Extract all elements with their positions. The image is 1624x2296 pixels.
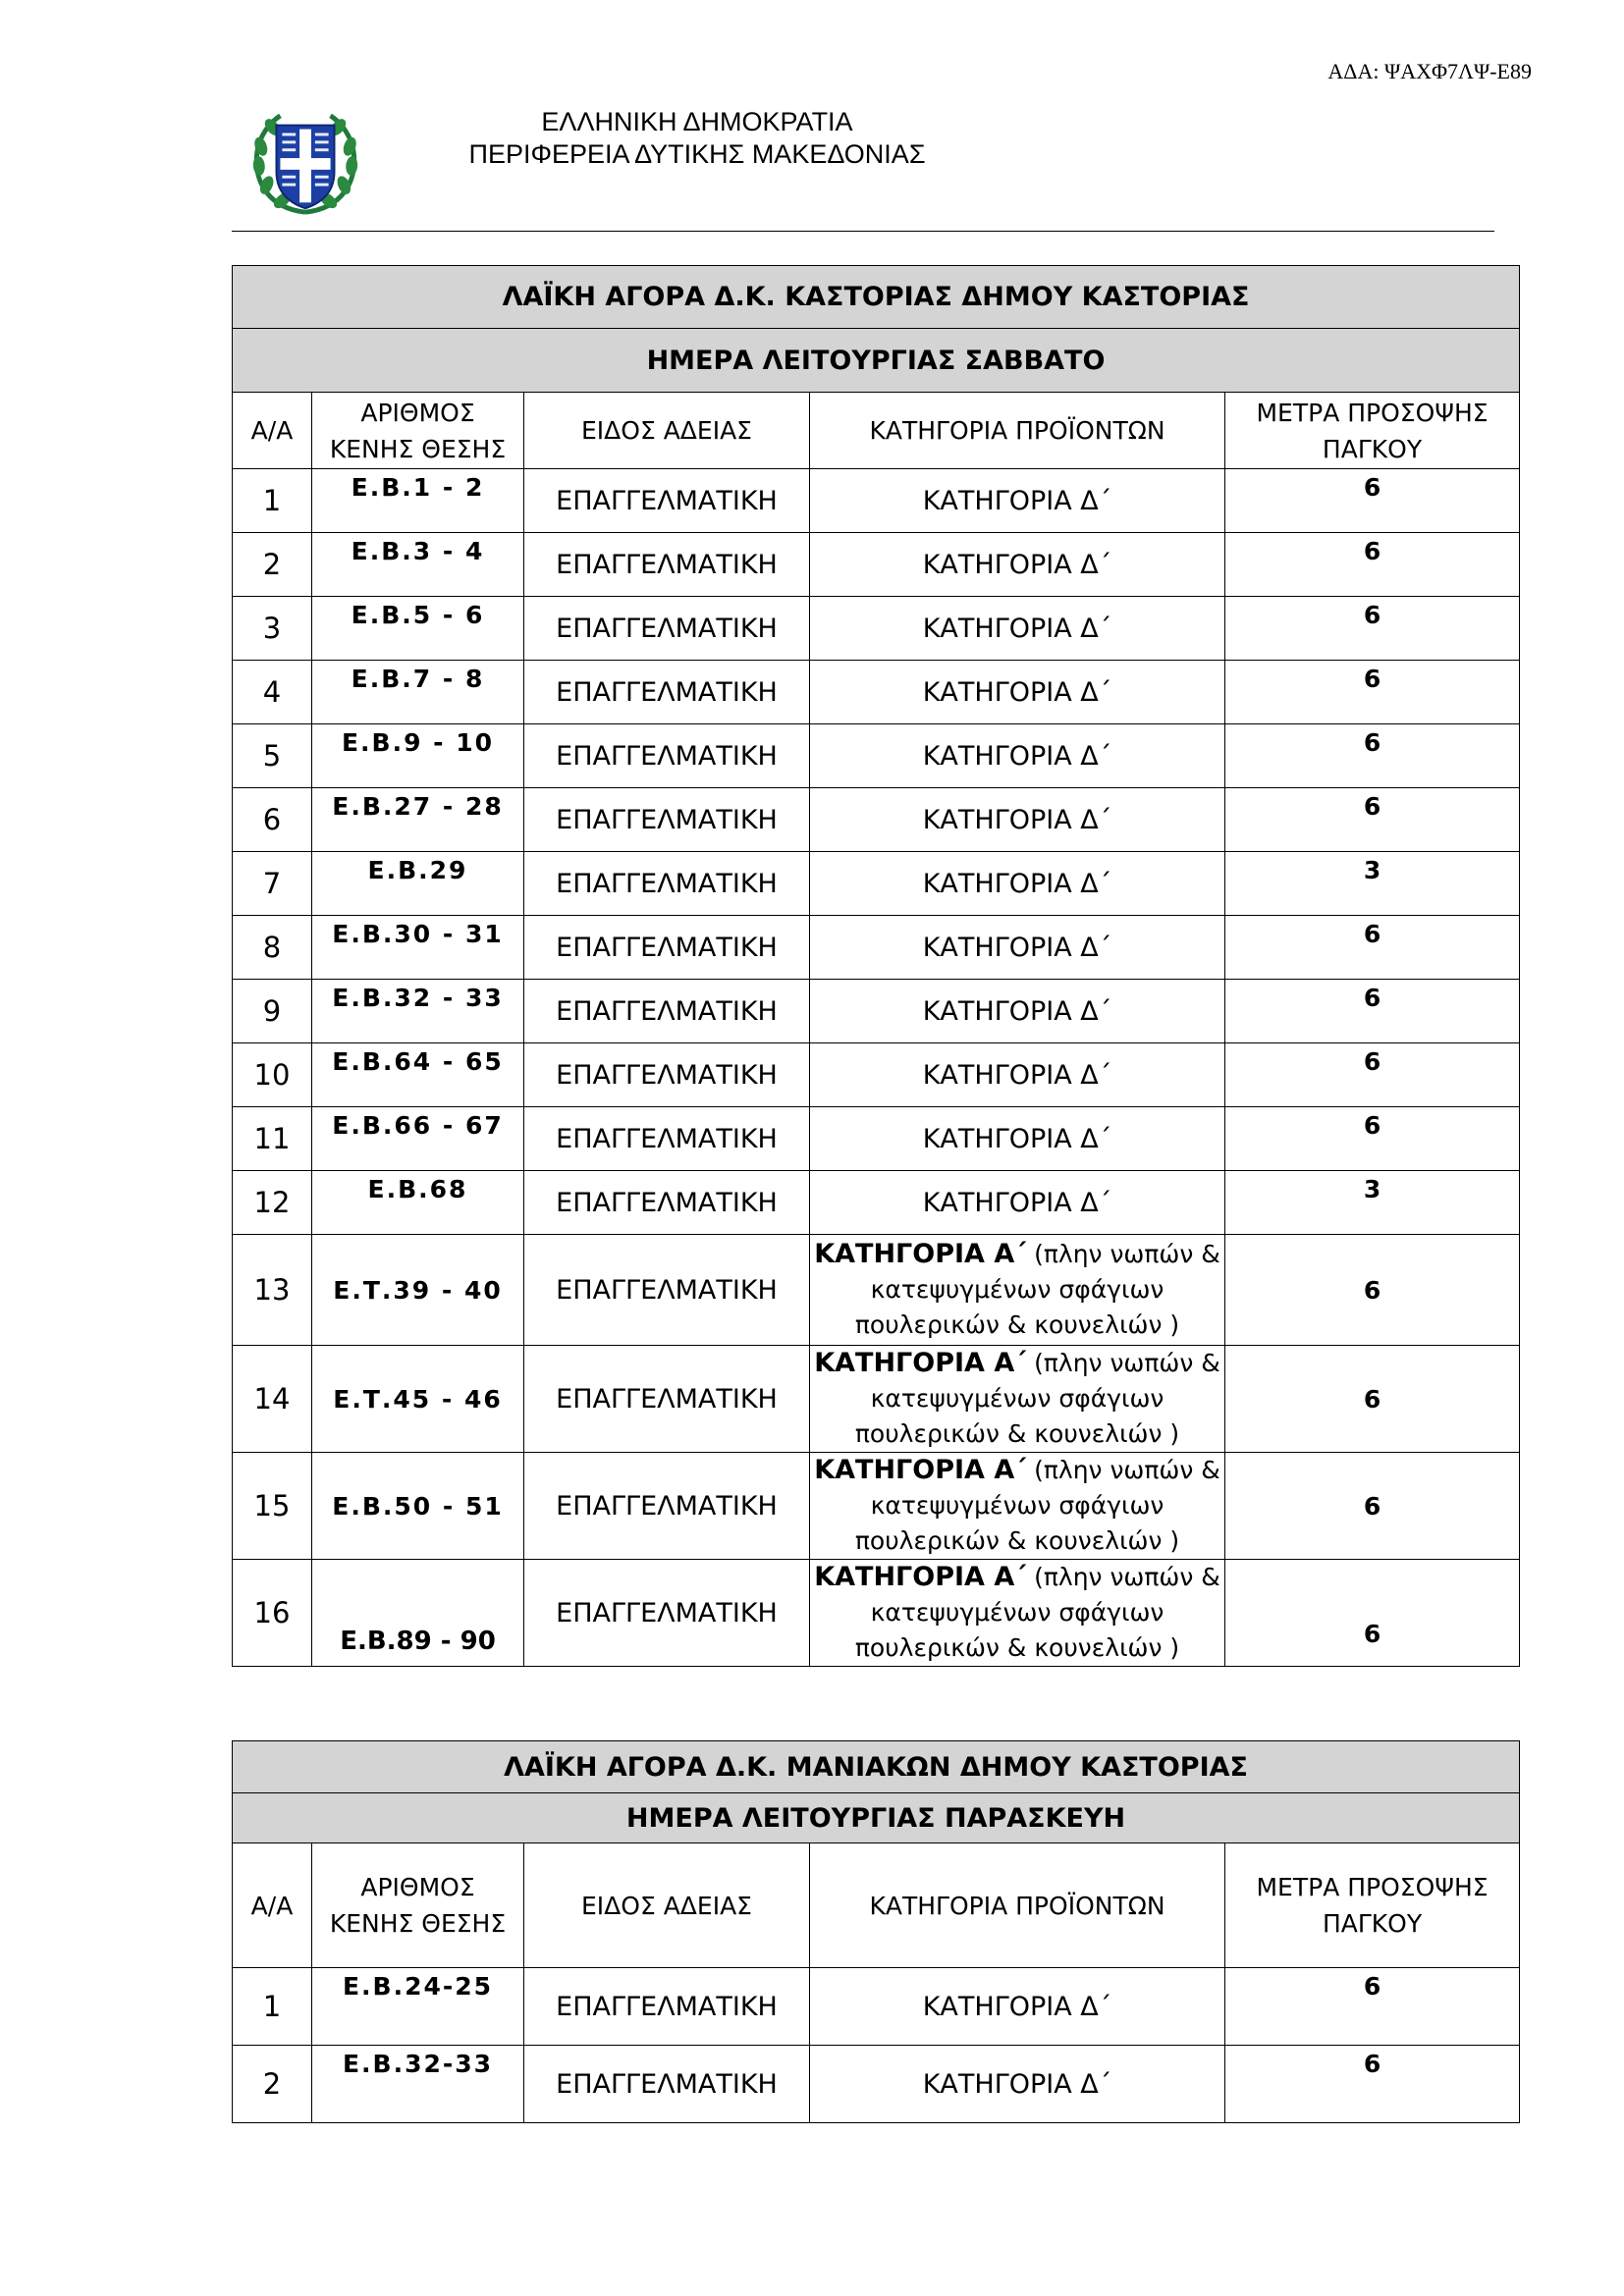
table-title: ΛΑΪΚΗ ΑΓΟΡΑ Δ.Κ. ΜΑΝΙΑΚΩΝ ΔΗΜΟΥ ΚΑΣΤΟΡΙΑΣ xyxy=(233,1741,1520,1793)
license-type: ΕΠΑΓΓΕΛΜΑΤΙΚΗ xyxy=(524,1560,810,1667)
position-code: Ε.Β.64 - 65 xyxy=(312,1043,524,1107)
category-a-text xyxy=(810,1237,1224,1343)
license-type: ΕΠΑΓΓΕΛΜΑΤΙΚΗ xyxy=(524,1968,810,2046)
position-code: Ε.Β.1 - 2 xyxy=(312,469,524,533)
col-header-position xyxy=(312,393,524,469)
category-a-line2: κατεψυγμένων σφάγιων xyxy=(870,1275,1164,1304)
table-row xyxy=(233,469,1520,533)
frontage-meters: 6 xyxy=(1225,1453,1520,1560)
kastoria-market-table xyxy=(232,265,1520,1667)
header-region: ΠΕΡΙΦΕΡΕΙΑ ΔΥΤΙΚΗΣ ΜΑΚΕΔΟΝΙΑΣ xyxy=(468,139,926,169)
category-a-line3: πουλερικών & κουνελιών ) xyxy=(854,1419,1180,1448)
frontage-meters: 6 xyxy=(1225,916,1520,980)
license-type: ΕΠΑΓΓΕΛΜΑΤΙΚΗ xyxy=(524,1043,810,1107)
frontage-meters: 6 xyxy=(1225,661,1520,724)
position-code: Ε.Β.30 - 31 xyxy=(312,916,524,980)
product-category: ΚΑΤΗΓΟΡΙΑ Δ΄ xyxy=(810,980,1225,1043)
row-number: 3 xyxy=(233,597,312,661)
frontage-meters: 6 xyxy=(1225,724,1520,788)
category-a-note: (πλην νωπών & xyxy=(1026,1563,1220,1591)
category-a-note: (πλην νωπών & xyxy=(1026,1349,1220,1377)
document-header xyxy=(432,106,962,171)
category-a-note: (πλην νωπών & xyxy=(1026,1240,1220,1268)
row-number: 12 xyxy=(233,1171,312,1235)
category-a-label: ΚΑΤΗΓΟΡΙΑ Α΄ xyxy=(814,1455,1027,1485)
table-title: ΛΑΪΚΗ ΑΓΟΡΑ Δ.Κ. ΚΑΣΤΟΡΙΑΣ ΔΗΜΟΥ ΚΑΣΤΟΡΙΑΣ xyxy=(233,266,1520,329)
license-type: ΕΠΑΓΓΕΛΜΑΤΙΚΗ xyxy=(524,1171,810,1235)
table-row xyxy=(233,724,1520,788)
license-type: ΕΠΑΓΓΕΛΜΑΤΙΚΗ xyxy=(524,2046,810,2123)
row-number: 1 xyxy=(233,1968,312,2046)
license-type: ΕΠΑΓΓΕΛΜΑΤΙΚΗ xyxy=(524,1235,810,1346)
table-subtitle: ΗΜΕΡΑ ΛΕΙΤΟΥΡΓΙΑΣ ΣΑΒΒΑΤΟ xyxy=(233,329,1520,393)
license-type: ΕΠΑΓΓΕΛΜΑΤΙΚΗ xyxy=(524,852,810,916)
row-number: 6 xyxy=(233,788,312,852)
row-number: 2 xyxy=(233,2046,312,2123)
license-type: ΕΠΑΓΓΕΛΜΑΤΙΚΗ xyxy=(524,724,810,788)
product-category: ΚΑΤΗΓΟΡΙΑ Δ΄ xyxy=(810,469,1225,533)
license-type: ΕΠΑΓΓΕΛΜΑΤΙΚΗ xyxy=(524,469,810,533)
category-a-line3: πουλερικών & κουνελιών ) xyxy=(854,1633,1180,1662)
position-code: Ε.Β.32-33 xyxy=(312,2046,524,2123)
frontage-meters: 6 xyxy=(1225,1043,1520,1107)
row-number: 5 xyxy=(233,724,312,788)
table-row xyxy=(233,2046,1520,2123)
table-row xyxy=(233,788,1520,852)
position-code: Ε.Β.66 - 67 xyxy=(312,1107,524,1171)
frontage-meters: 6 xyxy=(1225,469,1520,533)
table-row xyxy=(233,1560,1520,1667)
license-type: ΕΠΑΓΓΕΛΜΑΤΙΚΗ xyxy=(524,1453,810,1560)
row-number: 9 xyxy=(233,980,312,1043)
product-category: ΚΑΤΗΓΟΡΙΑ Δ΄ xyxy=(810,533,1225,597)
position-code: Ε.Β.24-25 xyxy=(312,1968,524,2046)
license-type: ΕΠΑΓΓΕΛΜΑΤΙΚΗ xyxy=(524,661,810,724)
table-row xyxy=(233,533,1520,597)
position-code: Ε.Β.3 - 4 xyxy=(312,533,524,597)
position-code: Ε.Β.32 - 33 xyxy=(312,980,524,1043)
col-header-meters xyxy=(1225,393,1520,469)
frontage-meters: 6 xyxy=(1225,2046,1520,2123)
category-a-label: ΚΑΤΗΓΟΡΙΑ Α΄ xyxy=(814,1348,1027,1378)
frontage-meters: 6 xyxy=(1225,1235,1520,1346)
product-category: ΚΑΤΗΓΟΡΙΑ Δ΄ xyxy=(810,1107,1225,1171)
license-type: ΕΠΑΓΓΕΛΜΑΤΙΚΗ xyxy=(524,980,810,1043)
ada-code: ΑΔΑ: ΨΑΧΦ7ΛΨ-Ε89 xyxy=(1327,59,1532,83)
table-subtitle: ΗΜΕΡΑ ΛΕΙΤΟΥΡΓΙΑΣ ΠΑΡΑΣΚΕΥΗ xyxy=(233,1793,1520,1843)
category-a-label: ΚΑΤΗΓΟΡΙΑ Α΄ xyxy=(814,1562,1027,1592)
category-a-line2: κατεψυγμένων σφάγιων xyxy=(870,1491,1164,1520)
product-category: ΚΑΤΗΓΟΡΙΑ Δ΄ xyxy=(810,661,1225,724)
table-row xyxy=(233,1346,1520,1453)
category-a-label: ΚΑΤΗΓΟΡΙΑ Α΄ xyxy=(814,1239,1027,1269)
col-header-category: ΚΑΤΗΓΟΡΙΑ ΠΡΟΪΟΝΤΩΝ xyxy=(810,1843,1225,1968)
license-type: ΕΠΑΓΓΕΛΜΑΤΙΚΗ xyxy=(524,916,810,980)
product-category: ΚΑΤΗΓΟΡΙΑ Δ΄ xyxy=(810,788,1225,852)
table-row xyxy=(233,1043,1520,1107)
product-category xyxy=(810,1346,1225,1453)
col-header-meters-l1: ΜΕΤΡΑ ΠΡΟΣΟΨΗΣ xyxy=(1256,1873,1489,1901)
row-number: 8 xyxy=(233,916,312,980)
product-category: ΚΑΤΗΓΟΡΙΑ Δ΄ xyxy=(810,916,1225,980)
frontage-meters: 3 xyxy=(1225,1171,1520,1235)
row-number: 14 xyxy=(233,1346,312,1453)
frontage-meters: 6 xyxy=(1225,597,1520,661)
category-a-line3: πουλερικών & κουνελιών ) xyxy=(854,1526,1180,1555)
col-header-position-l2: ΚΕΝΗΣ ΘΕΣΗΣ xyxy=(329,434,507,463)
col-header-meters xyxy=(1225,1843,1520,1968)
frontage-meters: 6 xyxy=(1225,788,1520,852)
license-type: ΕΠΑΓΓΕΛΜΑΤΙΚΗ xyxy=(524,788,810,852)
col-header-position xyxy=(312,1843,524,1968)
position-code: Ε.Τ.45 - 46 xyxy=(312,1346,524,1453)
category-a-note: (πλην νωπών & xyxy=(1026,1456,1220,1484)
category-a-text xyxy=(810,1346,1224,1452)
row-number: 15 xyxy=(233,1453,312,1560)
table-row xyxy=(233,1107,1520,1171)
category-a-line1 xyxy=(810,1237,1224,1272)
col-header-meters-l1: ΜΕΤΡΑ ΠΡΟΣΟΨΗΣ xyxy=(1256,398,1489,427)
col-header-position-l2: ΚΕΝΗΣ ΘΕΣΗΣ xyxy=(329,1909,507,1938)
category-a-line1 xyxy=(810,1453,1224,1488)
license-type: ΕΠΑΓΓΕΛΜΑΤΙΚΗ xyxy=(524,1346,810,1453)
product-category: ΚΑΤΗΓΟΡΙΑ Δ΄ xyxy=(810,1171,1225,1235)
product-category: ΚΑΤΗΓΟΡΙΑ Δ΄ xyxy=(810,2046,1225,2123)
table-row xyxy=(233,852,1520,916)
product-category: ΚΑΤΗΓΟΡΙΑ Δ΄ xyxy=(810,724,1225,788)
table-row xyxy=(233,1968,1520,2046)
position-code: Ε.Β.89 - 90 xyxy=(312,1560,524,1667)
product-category: ΚΑΤΗΓΟΡΙΑ Δ΄ xyxy=(810,597,1225,661)
table-row xyxy=(233,1235,1520,1346)
position-code: Ε.Β.7 - 8 xyxy=(312,661,524,724)
category-a-line2: κατεψυγμένων σφάγιων xyxy=(870,1598,1164,1627)
table-row xyxy=(233,1453,1520,1560)
category-a-line1 xyxy=(810,1346,1224,1381)
position-code: Ε.Β.29 xyxy=(312,852,524,916)
row-number: 16 xyxy=(233,1560,312,1667)
col-header-position-l1: ΑΡΙΘΜΟΣ xyxy=(360,398,475,427)
category-a-line2: κατεψυγμένων σφάγιων xyxy=(870,1384,1164,1413)
table-row xyxy=(233,661,1520,724)
row-number: 10 xyxy=(233,1043,312,1107)
product-category: ΚΑΤΗΓΟΡΙΑ Δ΄ xyxy=(810,1968,1225,2046)
row-number: 4 xyxy=(233,661,312,724)
col-header-category: ΚΑΤΗΓΟΡΙΑ ΠΡΟΪΟΝΤΩΝ xyxy=(810,393,1225,469)
table-row xyxy=(233,597,1520,661)
position-code: Ε.Β.9 - 10 xyxy=(312,724,524,788)
product-category xyxy=(810,1560,1225,1667)
position-code: Ε.Β.5 - 6 xyxy=(312,597,524,661)
frontage-meters: 6 xyxy=(1225,980,1520,1043)
header-divider xyxy=(232,231,1494,232)
row-number: 2 xyxy=(233,533,312,597)
header-republic: ΕΛΛΗΝΙΚΗ ΔΗΜΟΚΡΑΤΙΑ xyxy=(541,107,853,136)
frontage-meters: 3 xyxy=(1225,852,1520,916)
product-category: ΚΑΤΗΓΟΡΙΑ Δ΄ xyxy=(810,1043,1225,1107)
product-category xyxy=(810,1235,1225,1346)
position-code: Ε.Β.50 - 51 xyxy=(312,1453,524,1560)
col-header-aa: Α/Α xyxy=(233,1843,312,1968)
license-type: ΕΠΑΓΓΕΛΜΑΤΙΚΗ xyxy=(524,533,810,597)
col-header-aa: Α/Α xyxy=(233,393,312,469)
row-number: 1 xyxy=(233,469,312,533)
table-row xyxy=(233,1171,1520,1235)
col-header-meters-l2: ΠΑΓΚΟΥ xyxy=(1322,1909,1423,1938)
row-number: 7 xyxy=(233,852,312,916)
frontage-meters: 6 xyxy=(1225,1346,1520,1453)
frontage-meters: 6 xyxy=(1225,1560,1520,1667)
frontage-meters: 6 xyxy=(1225,533,1520,597)
position-code: Ε.Β.27 - 28 xyxy=(312,788,524,852)
position-code: Ε.Τ.39 - 40 xyxy=(312,1235,524,1346)
product-category: ΚΑΤΗΓΟΡΙΑ Δ΄ xyxy=(810,852,1225,916)
position-code: Ε.Β.68 xyxy=(312,1171,524,1235)
product-category xyxy=(810,1453,1225,1560)
category-a-line1 xyxy=(810,1560,1224,1595)
maniakoi-market-table xyxy=(232,1740,1520,2123)
frontage-meters: 6 xyxy=(1225,1107,1520,1171)
col-header-license: ΕΙΔΟΣ ΑΔΕΙΑΣ xyxy=(524,393,810,469)
greek-coat-of-arms-icon xyxy=(247,104,363,220)
col-header-meters-l2: ΠΑΓΚΟΥ xyxy=(1322,434,1423,463)
row-number: 13 xyxy=(233,1235,312,1346)
category-a-line3: πουλερικών & κουνελιών ) xyxy=(854,1310,1180,1339)
table-row xyxy=(233,980,1520,1043)
license-type: ΕΠΑΓΓΕΛΜΑΤΙΚΗ xyxy=(524,597,810,661)
row-number: 11 xyxy=(233,1107,312,1171)
table-row xyxy=(233,916,1520,980)
col-header-position-l1: ΑΡΙΘΜΟΣ xyxy=(360,1873,475,1901)
col-header-license: ΕΙΔΟΣ ΑΔΕΙΑΣ xyxy=(524,1843,810,1968)
frontage-meters: 6 xyxy=(1225,1968,1520,2046)
category-a-text xyxy=(810,1453,1224,1559)
license-type: ΕΠΑΓΓΕΛΜΑΤΙΚΗ xyxy=(524,1107,810,1171)
category-a-text xyxy=(810,1560,1224,1666)
